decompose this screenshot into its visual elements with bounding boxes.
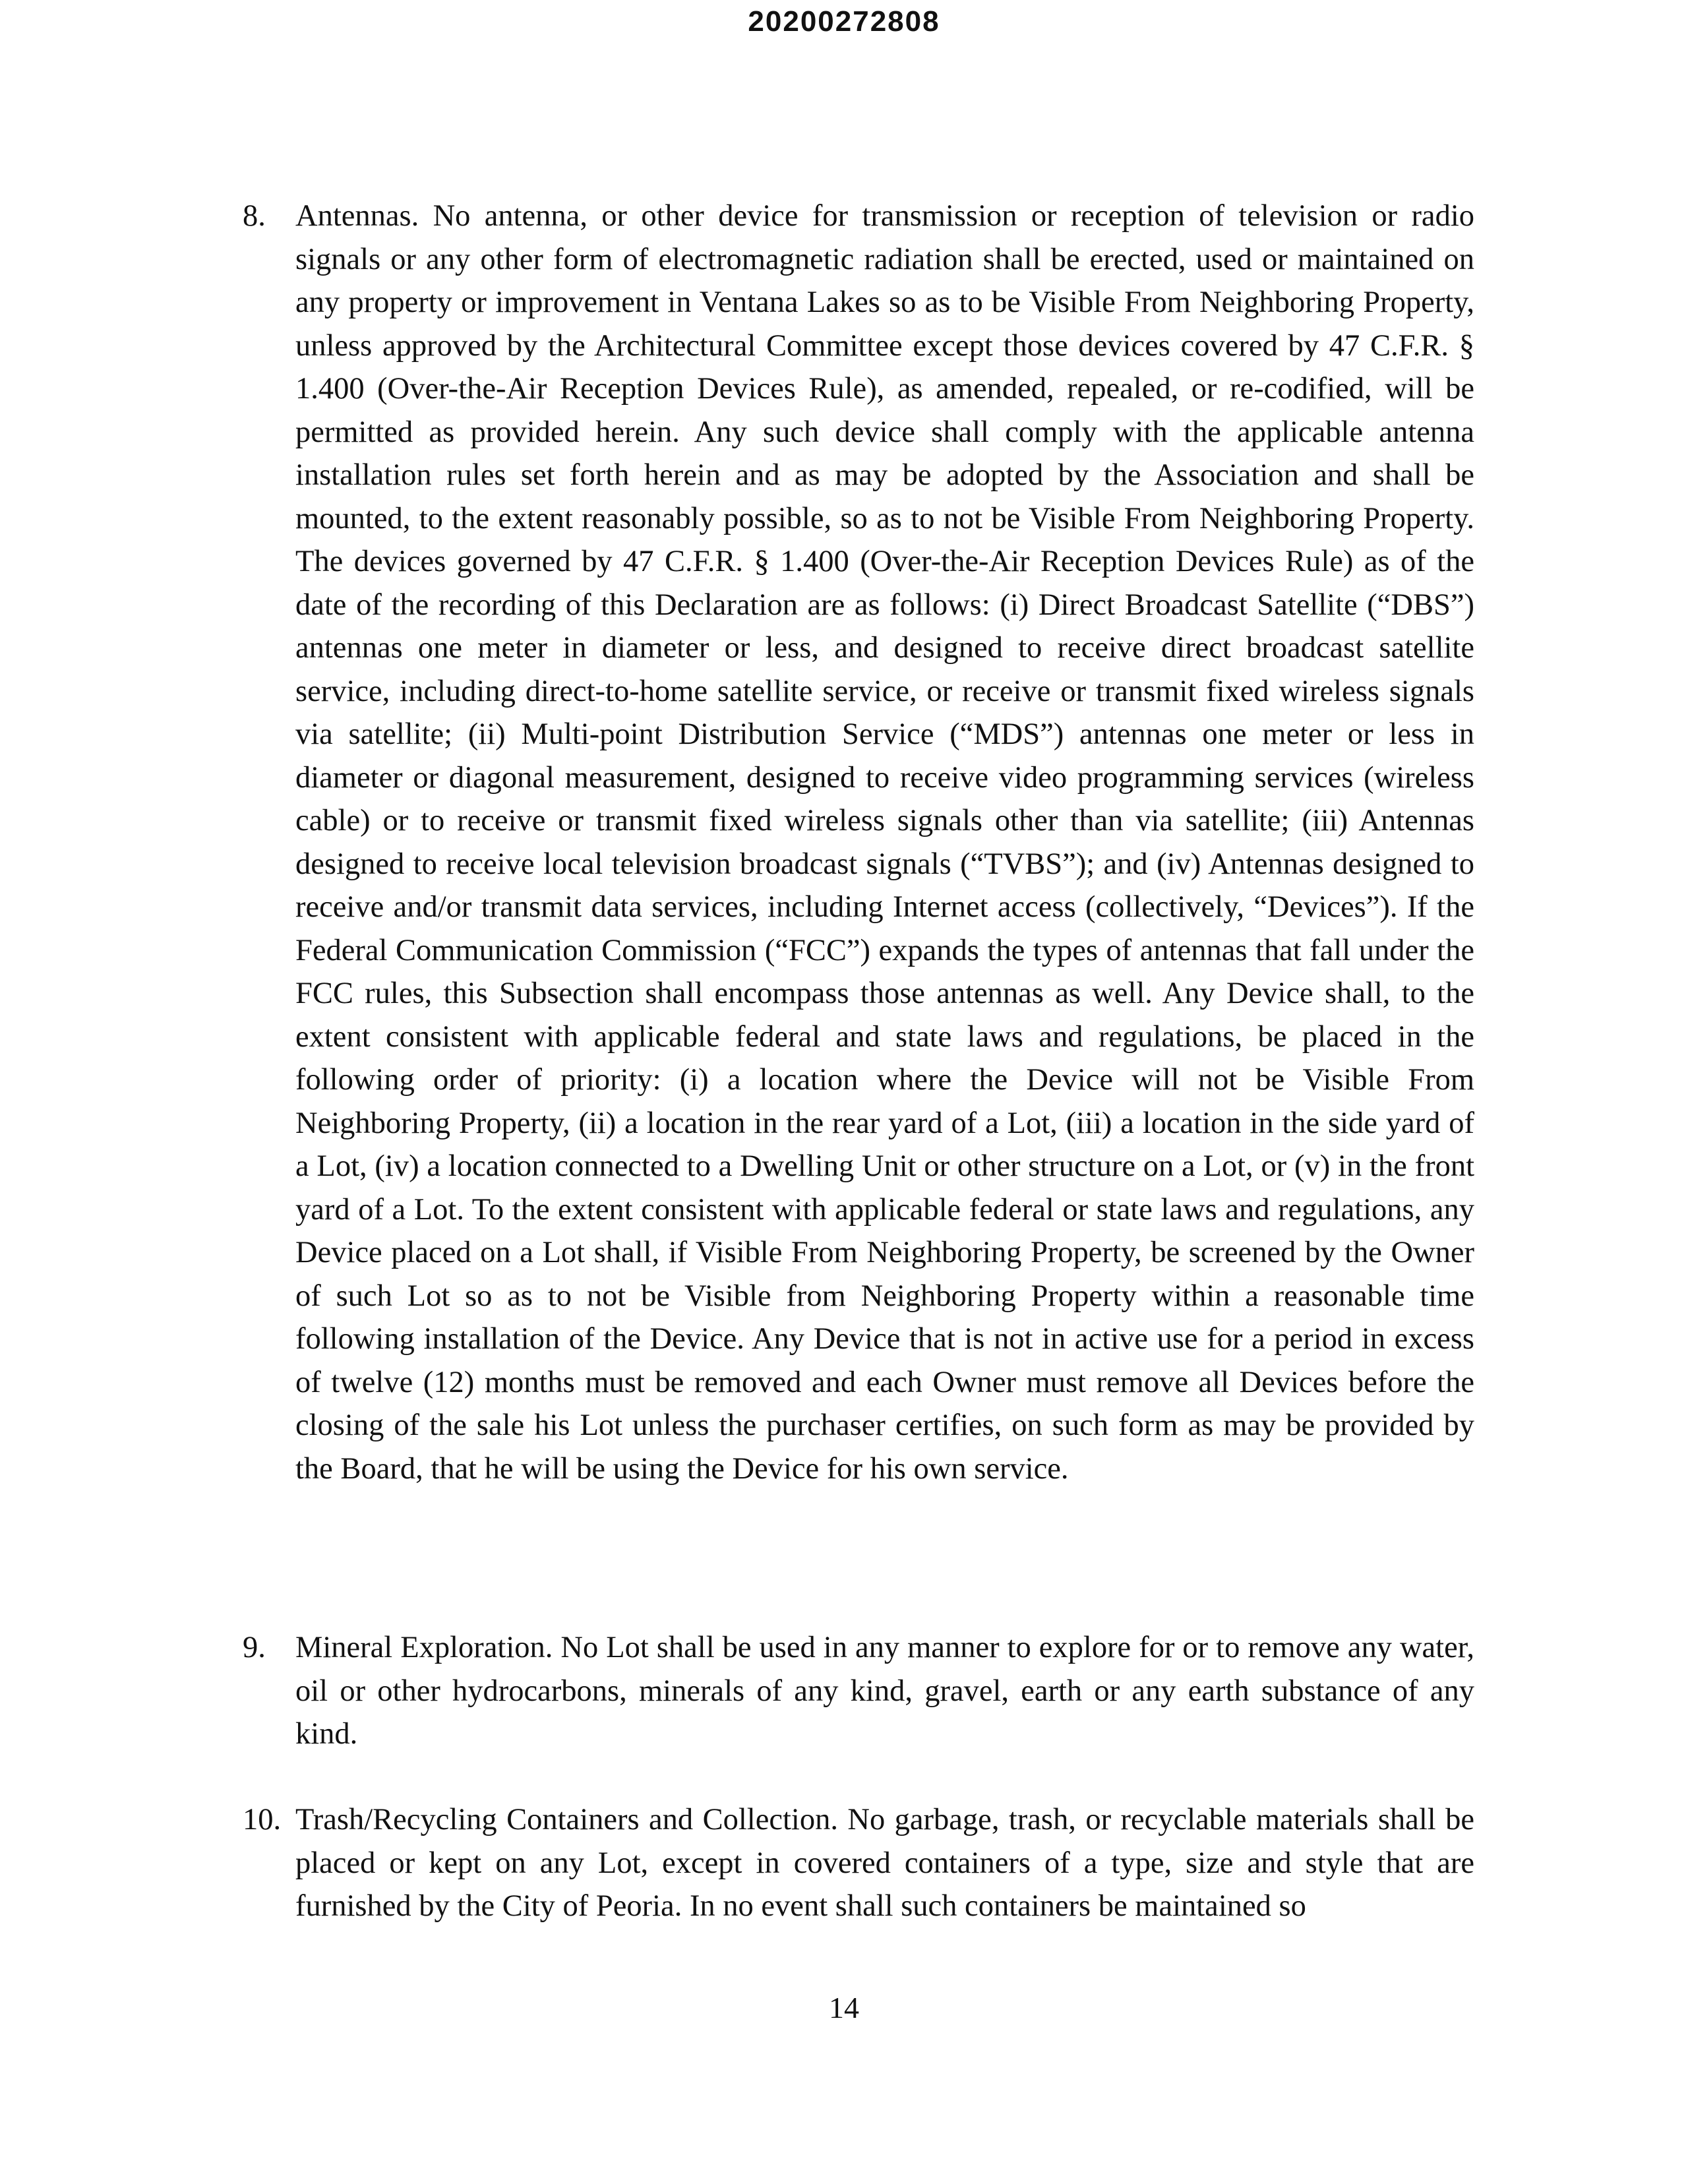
list-item-text: Antennas. No antenna, or other device for transmission or reception of television or radio signals or any other form of electromagnetic radiation shall be erected, used or maintained on any property or improvement in Ventana Lakes so as to be Visible From Neighboring Property, unless approved by the Architectural Committee except those devices covered by 47 C.F.R. § 1.400 (Over-the-Air Reception Devices Rule), as amended, repealed, or re-codified, will be permitted as provided herein. Any such device shall comply with the applicable antenna installation rules set forth herein and as may be adopted by the Association and shall be mounted, to the extent reasonably possible, so as to not be Visible From Neighboring Property. The devices governed by 47 C.F.R. § 1.400 (Over-the-Air Reception Devices Rule) as of the date of the recording of this Declaration are as follows: (i) Direct Broadcast Satellite (“DBS”) antennas one meter in diameter or less, and designed to receive direct broadcast satellite service, including direct-to-home satellite service, or receive or transmit fixed wireless signals via satellite; (ii) Multi-point Distribution Service (“MDS”) antennas one meter or less in diameter or diagonal measurement, designed to receive video programming services (wireless cable) or to receive or transmit fixed wireless signals other than via satellite; (iii) Antennas designed to receive local television broadcast signals (“TVBS”); and (iv) Antennas designed to receive and/or transmit data services, including Internet access (collectively, “Devices”). If the Federal Communication Commission (“FCC”) expands the types of antennas that fall under the FCC rules, this Subsection shall encompass those antennas as well. Any Device shall, to the extent consistent with applicable federal and state laws and regulations, be placed in the following order of priority: (i) a location where the Device will not be Visible From Neighboring Property, (ii) a location in the rear yard of a Lot, (iii) a location in the side yard of a Lot, (iv) a location connected to a Dwelling Unit or other structure on a Lot, or (v) in the front yard of a Lot. To the extent consistent with applicable federal or state laws and regulations, any Device placed on a Lot shall, if Visible From Neighboring Property, be screened by the Owner of such Lot so as to not be Visible from Neighboring Property within a reasonable time following installation of the Device. Any Device that is not in active use for a period in excess of twelve (12) months must be removed and each Owner must remove all Devices before the closing of the sale his Lot unless the purchaser certifies, on such form as may be provided by the Board, that he will be using the Device for his own service. bbox=[295, 199, 1474, 1486]
list-item-mineral-exploration bbox=[243, 1626, 1474, 1756]
page-number: 14 bbox=[829, 1991, 859, 2024]
list-item-number: 10. bbox=[243, 1803, 282, 1836]
list-item-number: 8. bbox=[243, 199, 266, 233]
list-item-number: 9. bbox=[243, 1631, 266, 1664]
list-item-antennas bbox=[243, 195, 1474, 1490]
list-item-trash-recycling bbox=[243, 1798, 1474, 1928]
list-item-text: Trash/Recycling Containers and Collection. No garbage, trash, or recyclable materials shall be placed or kept on any Lot, except in covered containers of a type, size and style that are furnished by the City of Peoria. In no event shall such containers be maintained so bbox=[295, 1803, 1474, 1923]
list-item-text: Mineral Exploration. No Lot shall be used in any manner to explore for or to remove any water, oil or other hydrocarbons, minerals of any kind, gravel, earth or any earth substance of any kind. bbox=[295, 1631, 1474, 1751]
document-number: 20200272808 bbox=[748, 5, 940, 38]
